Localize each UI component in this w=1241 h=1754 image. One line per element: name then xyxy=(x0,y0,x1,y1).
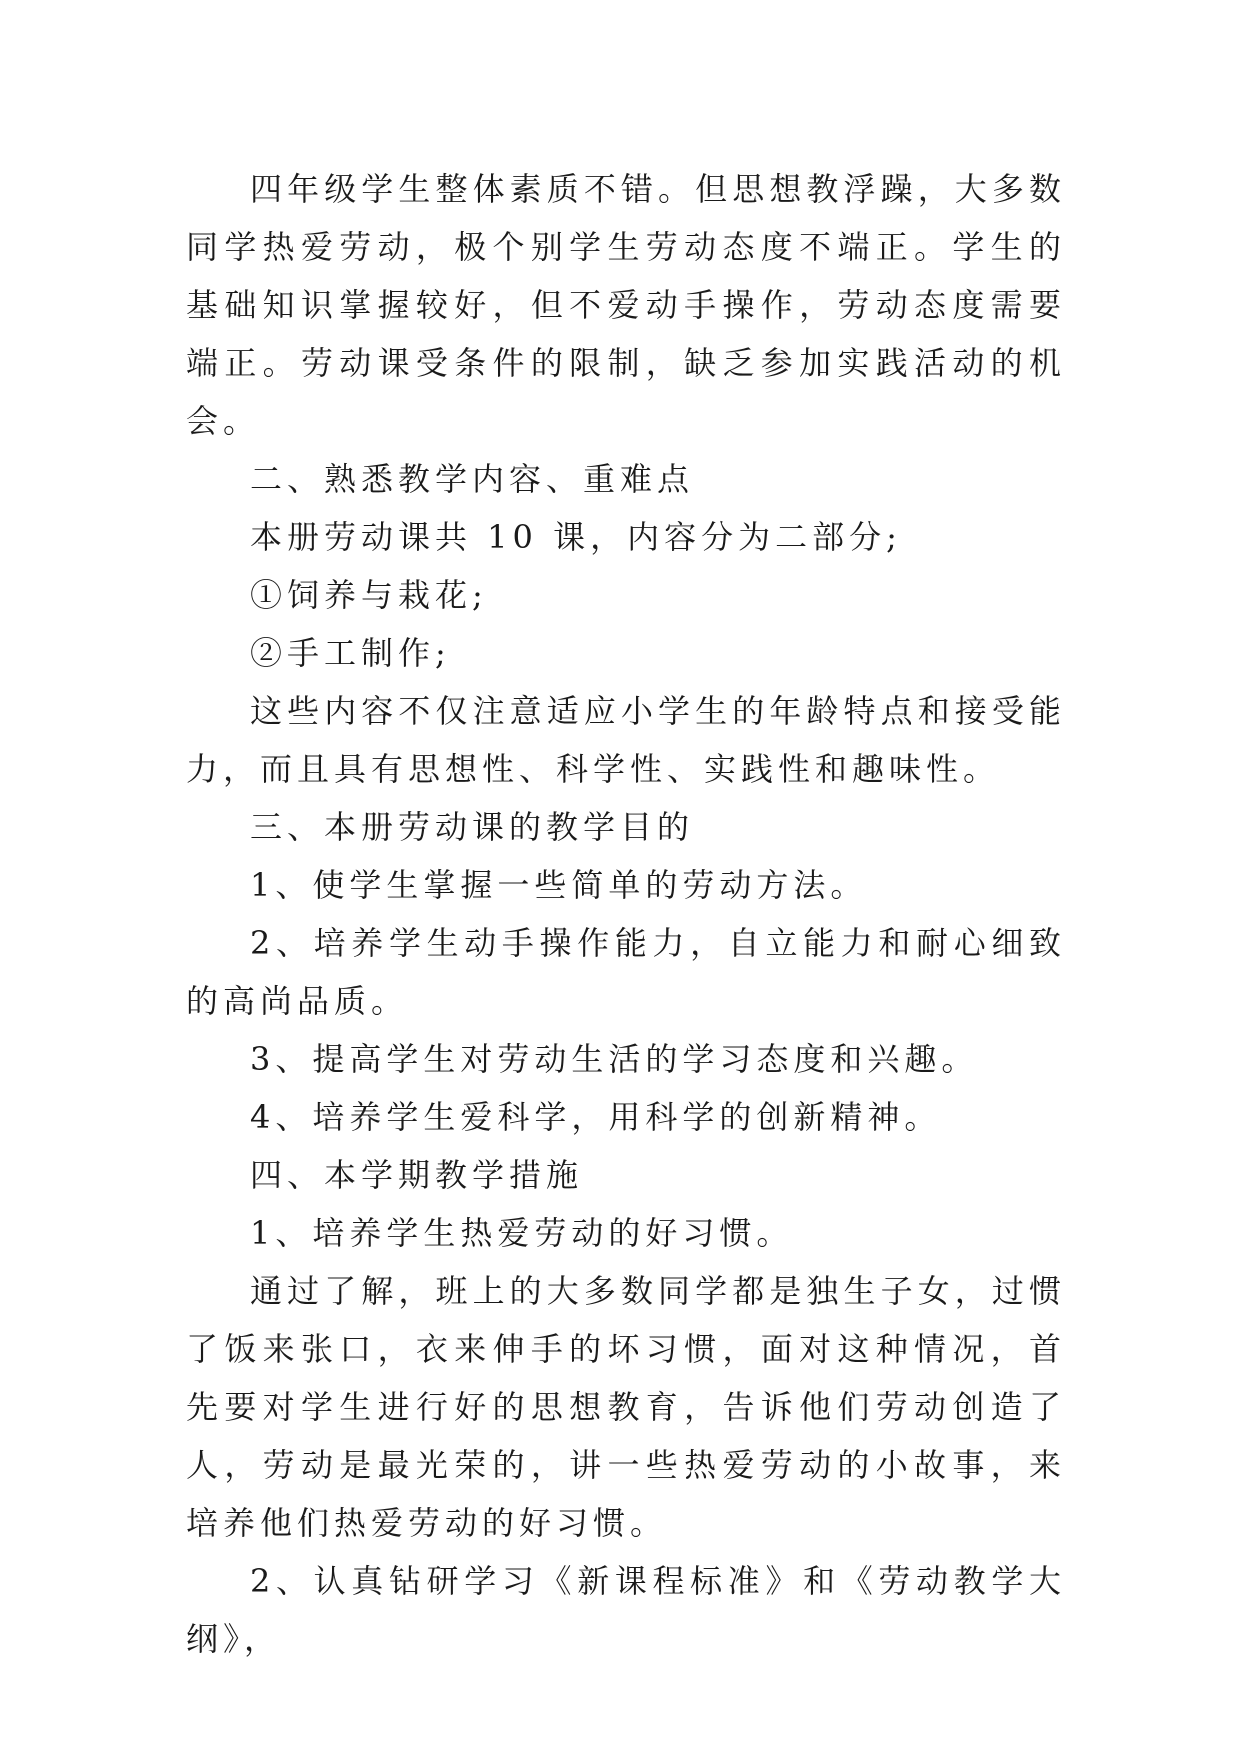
measure-item-1: 1、培养学生热爱劳动的好习惯。 xyxy=(250,1214,794,1252)
goal-item-1: 1、使学生掌握一些简单的劳动方法。 xyxy=(250,866,868,904)
measure-item-2: 2、认真钻研学习《新课程标准》和《劳动教学大纲》， xyxy=(186,1562,1066,1658)
list-item-2: ②手工制作; xyxy=(250,634,451,672)
paragraph-course-count: 本册劳动课共 10 课，内容分为二部分; xyxy=(250,518,902,556)
heading-section-2: 二、熟悉教学内容、重难点 xyxy=(250,460,695,498)
heading-section-4: 四、本学期教学措施 xyxy=(250,1156,584,1194)
heading-section-3: 三、本册劳动课的教学目的 xyxy=(250,808,695,846)
paragraph-content-features: 这些内容不仅注意适应小学生的年龄特点和接受能力，而且具有思想性、科学性、实践性和趣味性。 xyxy=(186,692,1066,788)
goal-item-4: 4、培养学生爱科学，用科学的创新精神。 xyxy=(250,1098,942,1136)
document-body xyxy=(186,160,1066,1668)
goal-item-2: 2、培养学生动手操作能力，自立能力和耐心细致的高尚品质。 xyxy=(186,924,1066,1020)
paragraph-measure-1-detail: 通过了解，班上的大多数同学都是独生子女，过惯了饭来张口，衣来伸手的坏习惯，面对这种情况，首先要对学生进行好的思想教育，告诉他们劳动创造了人，劳动是最光荣的，讲一些热爱劳动的小故事，来培养他们热爱劳动的好习惯。 xyxy=(186,1272,1066,1542)
paragraph-student-overview: 四年级学生整体素质不错。但思想教浮躁，大多数同学热爱劳动，极个别学生劳动态度不端正。学生的基础知识掌握较好，但不爱动手操作，劳动态度需要端正。劳动课受条件的限制，缺乏参加实践活动的机会。 xyxy=(186,170,1066,440)
goal-item-3: 3、提高学生对劳动生活的学习态度和兴趣。 xyxy=(250,1040,979,1078)
list-item-1: ①饲养与栽花; xyxy=(250,576,488,614)
